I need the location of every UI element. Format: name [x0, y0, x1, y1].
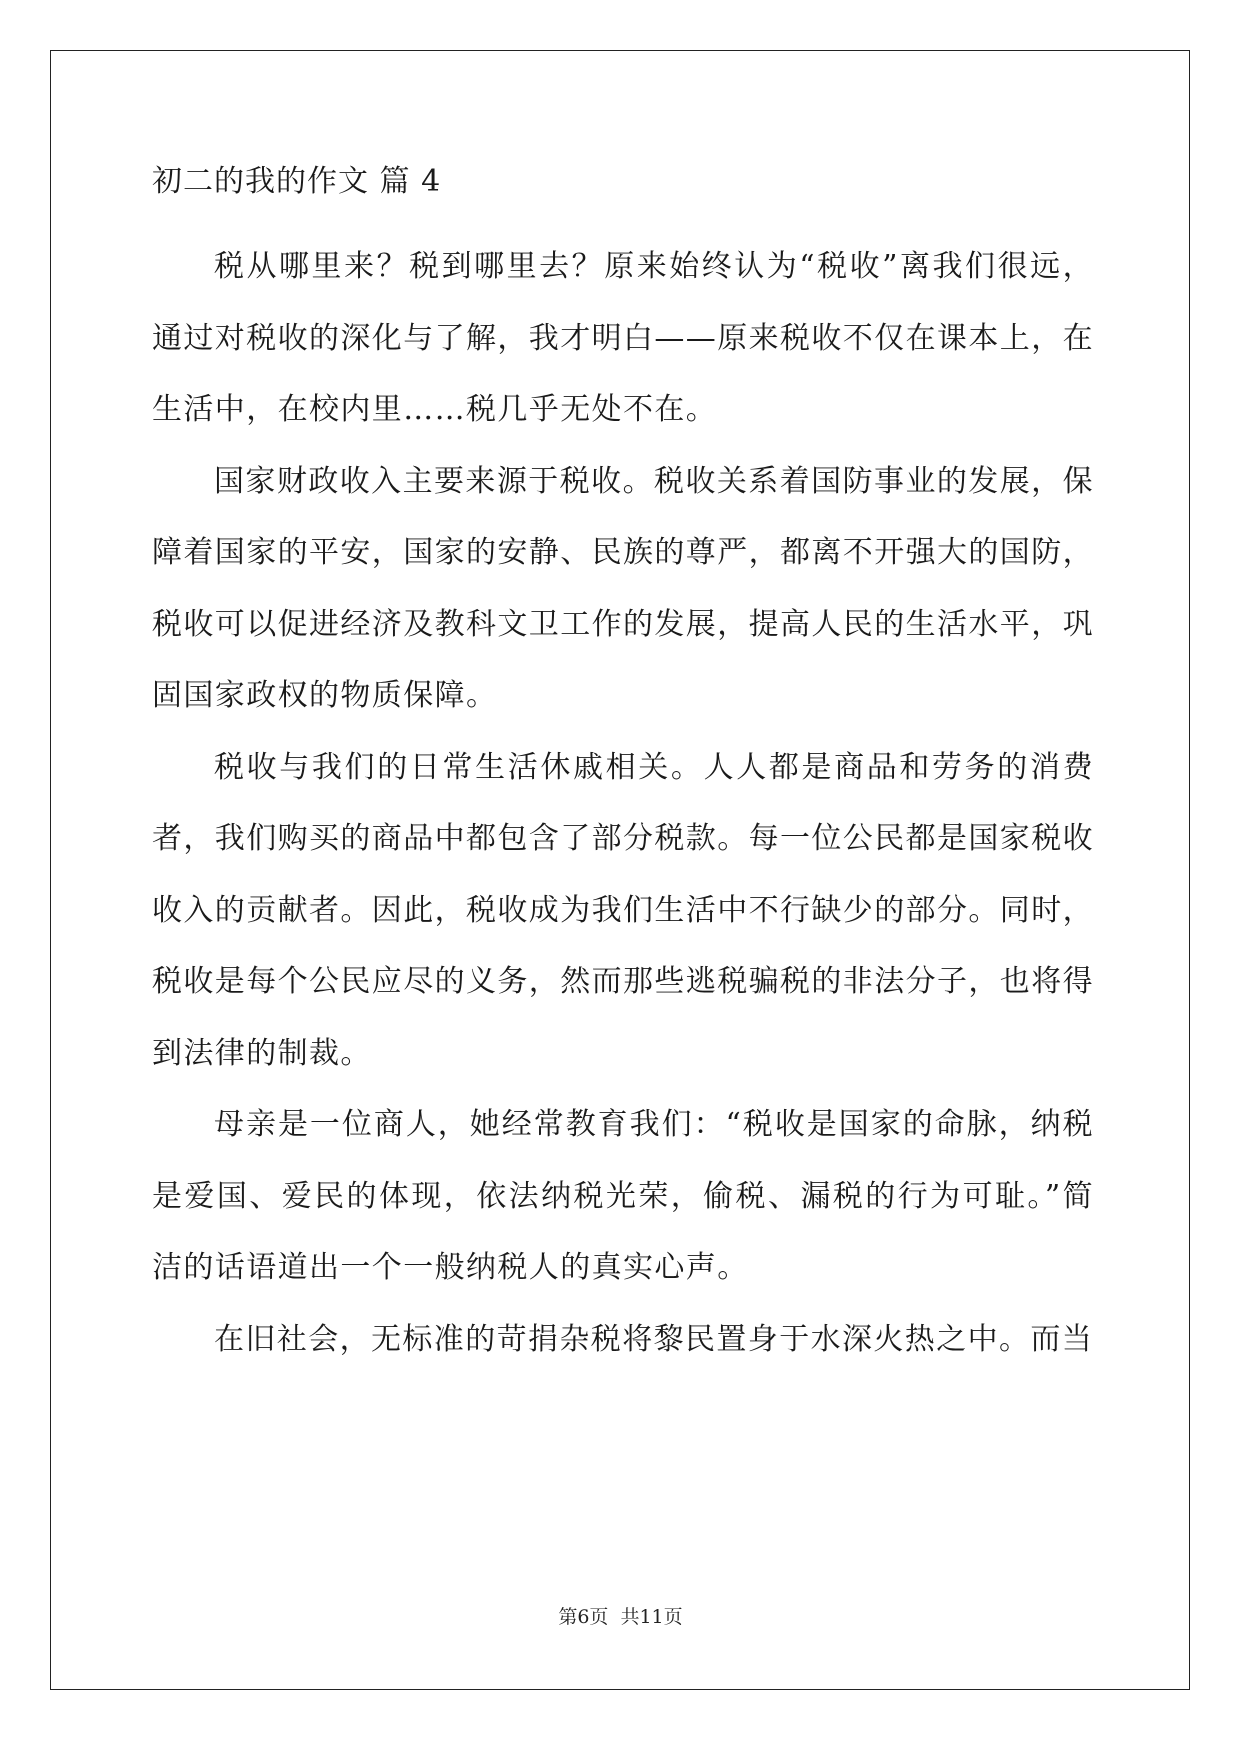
page-number: 第6页 — [558, 1606, 609, 1628]
document-body — [152, 160, 1094, 1375]
page-total: 共11页 — [620, 1606, 683, 1628]
paragraph: 母亲是一位商人，她经常教育我们：“税收是国家的命脉，纳税是爱国、爱民的体现，依法纳税光荣，偷税、漏税的行为可耻。”简洁的话语道出一个一般纳税人的真实心声。 — [152, 1107, 1094, 1285]
paragraph: 在旧社会，无标准的苛捐杂税将黎民置身于水深火热之中。而当 — [214, 1321, 1094, 1357]
page-footer — [0, 1602, 1241, 1629]
paragraph: 税从哪里来？税到哪里去？原来始终认为“税收”离我们很远，通过对税收的深化与了解，我才明白——原来税收不仅在课本上，在生活中，在校内里……税几乎无处不在。 — [152, 249, 1094, 427]
paragraph: 国家财政收入主要来源于税收。税收关系着国防事业的发展，保障着国家的平安，国家的安静、民族的尊严，都离不开强大的国防，税收可以促进经济及教科文卫工作的发展，提高人民的生活水平，巩固国家政权的物质保障。 — [152, 463, 1094, 713]
paragraph: 税收与我们的日常生活休戚相关。人人都是商品和劳务的消费者，我们购买的商品中都包含了部分税款。每一位公民都是国家税收收入的贡献者。因此，税收成为我们生活中不行缺少的部分。同时，税收是每个公民应尽的义务，然而那些逃税骗税的非法分子，也将得到法律的制裁。 — [152, 749, 1094, 1071]
section-heading: 初二的我的作文 篇 4 — [152, 164, 442, 199]
